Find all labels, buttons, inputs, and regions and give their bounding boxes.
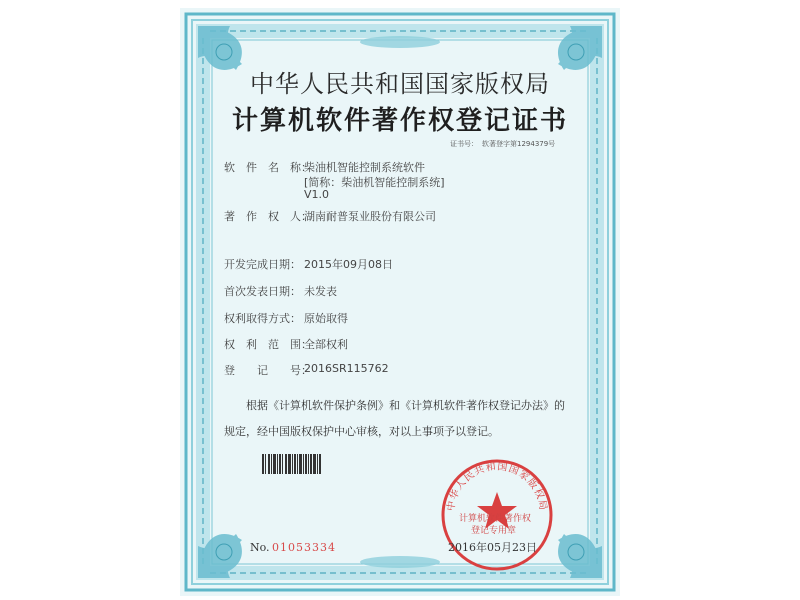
field-value: 2016SR115762	[304, 362, 389, 375]
legal-paragraph-line2: 规定，经中国版权保护中心审核，对以上事项予以登记。	[224, 425, 499, 438]
barcode	[262, 454, 322, 474]
field-value: V1.0	[304, 188, 330, 201]
serial-number: 01053334	[272, 541, 336, 554]
certificate-title: 计算机软件著作权登记证书	[231, 106, 568, 136]
svg-text:中华人民共和国国家版权局: 中华人民共和国国家版权局	[445, 461, 549, 512]
issuer-title: 中华人民共和国国家版权局	[250, 70, 550, 98]
legal-paragraph-line1: 根据《计算机软件保护条例》和《计算机软件著作权登记办法》的	[224, 399, 565, 412]
field-value: 2015年09月08日	[304, 258, 393, 271]
certificate	[180, 8, 620, 596]
field-label: 权 利 范 围：	[224, 338, 312, 351]
cert-no-value: 软著登字第1294379号	[482, 140, 556, 148]
certificate-number	[450, 139, 559, 149]
serial-label: No.	[250, 541, 270, 554]
field-value: 原始取得	[304, 312, 348, 325]
seal-text-line2: 登记专用章	[471, 526, 517, 536]
field-label: 首次发表日期：	[224, 285, 301, 298]
seal-text-line1: 计算机软件著作权	[459, 514, 532, 524]
field-value: 湖南耐普泵业股份有限公司	[304, 210, 436, 223]
issue-date: 2016年05月23日	[448, 541, 537, 554]
field-label: 开发完成日期：	[224, 258, 301, 271]
field-label: 软 件 名 称：	[224, 161, 312, 174]
field-value: 未发表	[304, 285, 337, 298]
cert-no-label: 证书号：	[450, 140, 478, 148]
field-label: 权利取得方式：	[224, 312, 301, 325]
field-label: 著 作 权 人：	[224, 210, 312, 223]
field-value: 全部权利	[304, 338, 348, 351]
field-value: [简称：柴油机智能控制系统]	[304, 176, 445, 189]
field-value: 柴油机智能控制系统软件	[304, 161, 425, 174]
field-label: 登 记 号：	[224, 364, 312, 377]
